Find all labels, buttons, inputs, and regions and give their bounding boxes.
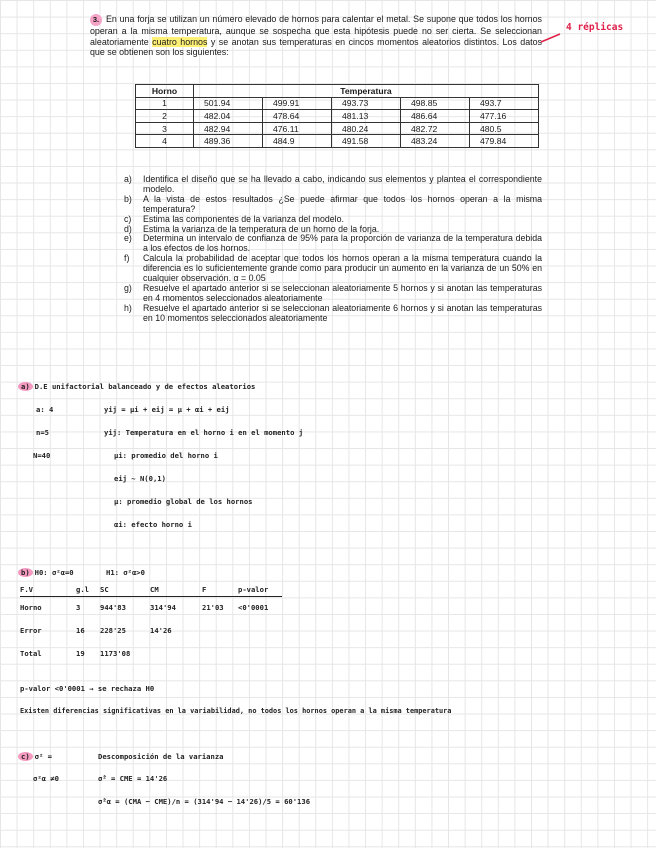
temp-cell: 501.94 — [194, 97, 263, 110]
question-text: Estima las componentes de la varianza del modelo. — [143, 213, 344, 224]
answer-a-title: D.E unifactorial balanceado y de efectos aleatorios — [34, 382, 256, 391]
n-equals: n=5 — [36, 428, 49, 437]
answer-b-heading — [18, 568, 74, 577]
anova-header: F — [202, 584, 238, 596]
temp-cell: 493.73 — [332, 97, 401, 110]
list-item — [124, 304, 542, 324]
temp-cell: 484.9 — [263, 135, 332, 148]
highlighted-phrase: cuatro hornos — [152, 36, 208, 47]
temperature-table — [135, 84, 539, 148]
anova-table — [20, 584, 282, 665]
list-item — [124, 284, 542, 304]
temp-cell: 486.64 — [401, 110, 470, 123]
col-horno-header: Horno — [136, 85, 194, 98]
anova-cell: 14'26 — [150, 626, 172, 635]
temp-cell: 489.36 — [194, 135, 263, 148]
mu-definition: μ: promedio global de los hornos — [114, 497, 253, 506]
alpha-definition: αi: efecto horno i — [114, 520, 192, 529]
list-item — [124, 175, 542, 195]
horno-cell: 2 — [136, 110, 194, 123]
question-list — [124, 175, 542, 324]
answer-c-heading — [18, 752, 52, 761]
anova-header: F.V — [20, 584, 76, 596]
list-item — [124, 254, 542, 284]
question-letter: b) — [124, 193, 132, 204]
temp-cell: 482.72 — [401, 122, 470, 135]
anova-header: SC — [100, 584, 150, 596]
question-letter: a) — [124, 174, 132, 184]
sigma-alpha-estimate: σ̂²α = (CMA − CME)/n = (314'94 − 14'26)/5 = 60'136 — [98, 797, 311, 806]
eij-definition: eij ~ N(0,1) — [114, 474, 166, 483]
table-row — [136, 97, 539, 110]
question-text: Determina un intervalo de confianza de 95% para la proporción de varianza de la temperatura debida a los efectos de los hornos. — [143, 233, 542, 254]
mui-definition: μi: promedio del horno i — [114, 451, 218, 460]
question-text: Identifica el diseño que se ha llevado a cabo, indicando sus elementos y plantea el correspondiente modelo. — [143, 174, 542, 194]
temp-cell: 479.84 — [470, 135, 539, 148]
temp-cell: 478.64 — [263, 110, 332, 123]
answer-c-mark: c) — [18, 752, 33, 761]
model-equation: yij = μi + eij = μ + αi + eij — [104, 405, 230, 414]
anova-cell: 19 — [76, 649, 85, 658]
table-row — [136, 110, 539, 123]
anova-cell: Total — [20, 649, 42, 658]
question-letter: h) — [124, 302, 132, 313]
problem-statement — [90, 14, 542, 58]
anova-cell — [202, 619, 238, 642]
table-row — [20, 619, 282, 642]
question-text: Resuelve el apartado anterior si se seleccionan aleatoriamente 6 hornos y si anotan las temperaturas en 10 momentos seleccionados aleatoriamente — [143, 302, 542, 323]
anova-cell: 21'03 — [202, 603, 224, 613]
anova-cell: <0'0001 — [238, 603, 269, 613]
question-letter: g) — [124, 282, 132, 293]
temp-cell: 476.11 — [263, 122, 332, 135]
anova-cell: 3 — [76, 603, 81, 613]
temp-cell: 498.85 — [401, 97, 470, 110]
anova-header: g.l — [76, 584, 100, 596]
temp-cell: 480.24 — [332, 122, 401, 135]
question-letter: f) — [124, 253, 130, 264]
question-text: Estima la varianza de la temperatura de un horno de la forja. — [143, 223, 380, 234]
pvalue-conclusion: p-valor <0'0001 → se rechaza H0 — [20, 684, 155, 693]
question-text: Resuelve el apartado anterior si se seleccionan aleatoriamente 5 hornos y si anotan las temperaturas en 4 momentos seleccionados aleatoriamente — [143, 282, 542, 303]
anova-cell: Error — [20, 626, 42, 635]
temp-cell: 499.91 — [263, 97, 332, 110]
problem-text-before: En una forja se utilizan un número elevado de hornos para calentar el metal. Se supone que todos los hornos operan a la misma temperatura, aunque se sospecha que esta hipótesis puede no ser cierta. Se seleccionan aleatoriamente — [90, 14, 542, 47]
col-temperatura-header: Temperatura — [194, 85, 539, 98]
margin-note: 4 réplicas — [566, 22, 624, 33]
temp-cell: 493.7 — [470, 97, 539, 110]
N-equals: N=40 — [33, 451, 51, 460]
list-item — [124, 234, 542, 254]
horno-cell: 3 — [136, 122, 194, 135]
anova-header: p-valor — [238, 584, 282, 596]
hypothesis-h0: H0: σ²α=0 — [34, 568, 74, 577]
arrow-icon — [540, 30, 564, 46]
temp-cell: 480.5 — [470, 122, 539, 135]
anova-cell — [238, 619, 282, 642]
table-row — [136, 122, 539, 135]
anova-cell — [202, 642, 238, 665]
anova-cell: 228'25 — [100, 626, 126, 635]
yij-definition: yij: Temperatura en el horno i en el momento j — [104, 428, 304, 437]
anova-cell: 1173'08 — [100, 649, 131, 658]
question-letter: d) — [124, 223, 132, 234]
hypothesis-h1: H1: σ²α>0 — [106, 568, 145, 577]
sigma-estimate: σ̂² = CME = 14'26 — [98, 774, 168, 783]
question-text: Calcula la probabilidad de aceptar que todos los hornos operan a la misma temperatura cuando la diferencia es lo suficientemente grande como para producir un aumento en la varianza de un 50% en cualquier observación. α = 0.05 — [143, 253, 542, 284]
anova-cell: 944'83 — [100, 603, 126, 613]
anova-header: CM — [150, 584, 202, 596]
answer-a-heading — [18, 382, 255, 391]
temp-cell: 491.58 — [332, 135, 401, 148]
problem-number: 3. — [90, 14, 102, 26]
table-row — [20, 642, 282, 665]
horno-cell: 1 — [136, 97, 194, 110]
answer-a-mark: a) — [18, 382, 33, 391]
sigma-squared: σ² = — [34, 752, 52, 761]
anova-cell: 16 — [76, 626, 85, 635]
question-letter: e) — [124, 233, 132, 244]
table-row — [136, 135, 539, 148]
temp-cell: 482.04 — [194, 110, 263, 123]
anova-cell: Horno — [20, 603, 42, 613]
variance-decomposition-title: Descomposición de la varianza — [98, 752, 224, 761]
temp-cell: 481.13 — [332, 110, 401, 123]
problem-text-after: y se anotan sus temperaturas en cincos momentos aleatorios distintos. Los datos que se obtienen son los siguientes: — [90, 36, 542, 58]
answer-b-mark: b) — [18, 568, 33, 577]
horno-cell: 4 — [136, 135, 194, 148]
anova-cell — [150, 642, 202, 665]
temp-cell: 483.24 — [401, 135, 470, 148]
temp-cell: 482.94 — [194, 122, 263, 135]
temp-cell: 477.16 — [470, 110, 539, 123]
list-item — [124, 195, 542, 215]
anova-cell — [238, 642, 282, 665]
question-text: A la vista de estos resultados ¿Se puede afirmar que todos los hornos operan a la misma temperatura? — [143, 193, 542, 214]
a-equals: a: 4 — [36, 405, 54, 414]
table-row — [20, 596, 282, 619]
final-conclusion: Existen diferencias significativas en la variabilidad, no todos los hornos operan a la misma temperatura — [20, 707, 452, 715]
question-letter: c) — [124, 213, 132, 224]
sigma-alpha: σ²α ≠0 — [33, 774, 59, 783]
anova-cell: 314'94 — [150, 603, 176, 613]
